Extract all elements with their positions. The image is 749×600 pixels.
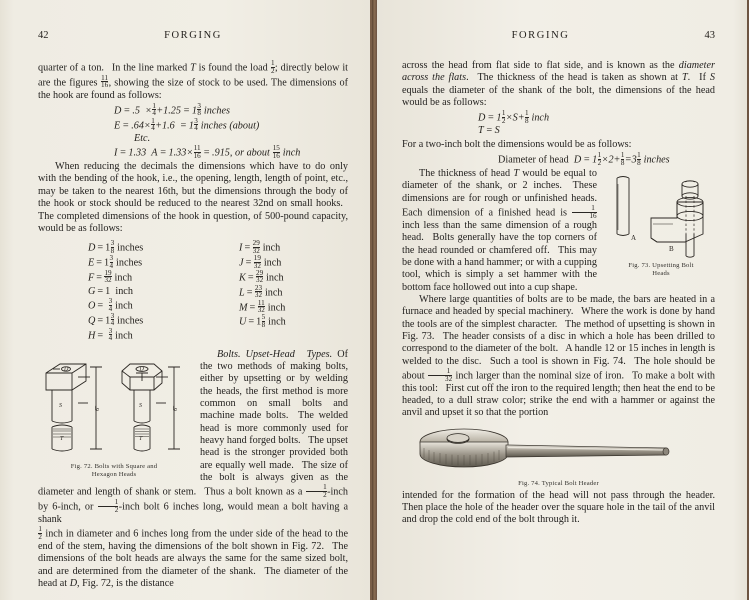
dim-D: D = 1 $\frac{3}{8}$ inches [88,239,144,255]
right-paragraph-2: For a two-inch bolt the dimensions would be as follows: [402,138,632,150]
figure-73-wrap [402,168,715,294]
dim-E: E = 1 $\frac{3}{4}$ inches [88,254,143,270]
figure-72-caption-line2: Hexagon Heads [91,470,137,478]
figure-72-drawing [38,351,190,461]
left-running-head [38,30,348,42]
right-equation-block-2 [402,152,715,167]
dim-M: M = $\frac{11}{32}$ inch [239,298,286,315]
right-paragraph-1: across the head from flat side to flat side, and is known as the diameter across the flats. The thickness of the head is taken as shown at T. If S equals the diameter of the shank of the bolt, the dimensions of the head would be as follows: [402,60,715,109]
dim-O: O = $\frac{3}{4}$ inch [88,297,133,313]
label-T-square: T [60,435,64,442]
figure-73-drawing [607,172,715,260]
left-equation-block-1 [38,103,348,160]
figure-74 [402,426,715,488]
equation-diameter-of-head: Diameter of head D = 1 $\frac{1}{2}$ ×2+ $\frac{1}{8}$ =3 $\frac{1}{8}$ inches [498,151,670,167]
label-S-hex: S [139,402,142,409]
left-paragraph-4: $\frac{1}{2}$ inch in diameter and 6 inches long from the under side of the head to the end of the stem, having the dimensions of the bolt shown in Fig. 72. The dimensions of the bolt heads are always the same for the same sized bolt, and are determined from the diameter of the shank. The diameter of the head at D, Fig. 72, is the distance [38,525,348,590]
label-S-square: S [59,402,62,409]
label-6in-hex: 6" [173,405,179,411]
dim-L: L = $\frac{23}{32}$ inch [239,283,283,300]
figure-74-drawing [402,426,702,478]
figure-73-caption-line1: Fig. 73. Upsetting Bolt [628,262,694,270]
book-gutter [372,0,377,600]
figure-72-wrap [38,349,348,527]
label-D-hex: D [139,366,144,373]
left-paragraph-2: When reducing the decimals the dimensions which have to do only with the bending of the hook, i.e., the opening, length, length of point, etc., may be taken to the nearest 16th, but the dimensions through the body of the hook or stock should be reduced to the nearest 32nd on small hooks. The completed dimensions of the hook in question, of 500-pound capacity, would be as follows: [38,161,348,234]
figure-73 [607,172,715,278]
dimension-column-right [193,240,348,342]
left-page-number: 42 [38,30,49,41]
equation-I: I = 1.33 A = 1.33× $\frac{11}{16}$ = .915, or about $\frac{15}{16}$ inch [114,144,301,160]
figure-74-caption: Fig. 74. Typical Bolt Header [518,479,599,487]
dimension-column-left [38,240,193,342]
left-page-content [38,30,348,590]
dimension-table [38,240,348,342]
right-page-content [402,30,715,527]
right-page-number: 43 [704,30,715,41]
figure-72 [38,351,190,479]
label-6in-square: 6" [95,405,101,411]
figure-72-caption [38,463,190,479]
dim-Q: Q = 1 $\frac{3}{4}$ inches [88,311,144,328]
right-running-title: FORGING [511,30,570,41]
label-A: A [631,234,637,243]
dim-G: G = 1 inch [88,285,133,297]
dim-F: F = $\frac{19}{32}$ inch [88,268,133,285]
equation-D-head: D = 1 $\frac{1}{2}$ ×S+ $\frac{1}{8}$ inch [478,109,550,125]
equation-E: E = .64× $\frac{1}{4}$ +1.6 = 1 $\frac{3}{4}$ inches (about) [114,116,260,133]
dim-I: I = $\frac{29}{32}$ inch [239,239,281,255]
equation-T-head: T = S [478,125,500,137]
right-running-head [402,30,715,42]
dim-J: J = $\frac{19}{32}$ inch [239,254,282,270]
label-T-hex: T [139,435,143,442]
bolts-subheading: Upset-Head Types. [245,348,333,360]
left-paragraph-1: quarter of a ton. In the line marked T is found the load $\frac{1}{2}$ ; directly below it are the figures $\frac{11}{16}$ , showing the size of stock to be used. The dimensions of the hook are found as follows: [38,59,348,101]
dim-H: H = $\frac{3}{4}$ inch [88,326,133,343]
right-paragraph-3: The thickness of head T would be equal to diameter of the shank, or 2 inches. These dimensions are for rough or unfinished heads. Each dimension of a finished head is $\frac{1}{16}$ inch less than the same dimension of a rough head. Bolts generally have the top corners of the head rounded or chamfered off. This may be done with a hand hammer; or with a cupping tool, which is simply a set hammer with the bottom face hollowed out into a cup shape. [402,168,597,293]
label-D-square: D [64,366,69,373]
equation-D: D = .5 × $\frac{1}{4}$ +1.25 = 1 $\frac{3}{8}$ inches [114,101,230,118]
dim-K: K = $\frac{29}{32}$ inch [239,268,284,285]
left-paragraph-3: Bolts. Upset-Head Types. Of the two methods of making bolts, either by upsetting or by welding the heads, the first method is more common on small bolts and machine made bolts. The welded head is more commonly used for heavy hand forged bolts. The upset head is the stronger provided both are equally well made. The size of the bolt is always given as the diameter and length of shank or stem. Thus a bolt known as a $\frac{1}{2}$ -inch by 6-inch, or $\frac{1}{2}$ -inch bolt 6 inches long, would mean a bolt having a shank [38,348,348,525]
figure-73-caption [607,262,715,278]
right-equation-block-1 [402,110,715,137]
left-page [0,0,372,600]
right-paragraph-5: intended for the formation of the head will not pass through the header. Then place the hole of the header over the square hole in the tail of the anvil and drop the cold end of the bolt through it. [402,489,715,526]
figure-72-caption-line1: Fig. 72. Bolts with Square and [70,462,158,470]
right-page [372,0,747,600]
label-B: B [669,245,674,254]
left-running-title: FORGING [164,30,222,41]
equation-etc: Etc. [134,132,151,144]
bolts-heading: Bolts. [217,348,241,360]
figure-73-caption-line2: Heads [652,270,670,278]
dim-U: U = 1 $\frac{5}{8}$ inch [239,313,286,329]
right-paragraph-4: Where large quantities of bolts are to be made, the bars are heated in a furnace and headed by special machinery. Where the work is done by hand the tools are of the simplest character. The method of upsetting is shown in Fig. 73. The header consists of a disc in which a hole has been drilled to correspond to the diameter of the bolt. A handle 12 or 15 inches in length is welded to the disc. Such a tool is shown in Fig. 74. The hole should be about $\frac{1}{32}$ inch larger than the nominal size of iron. To make a bolt with this tool: First cut off the iron to the required length; then heat the end to be headed, to a dull straw color; strike the end with a hammer or against the anvil and upset it so that the portion [402,293,715,419]
